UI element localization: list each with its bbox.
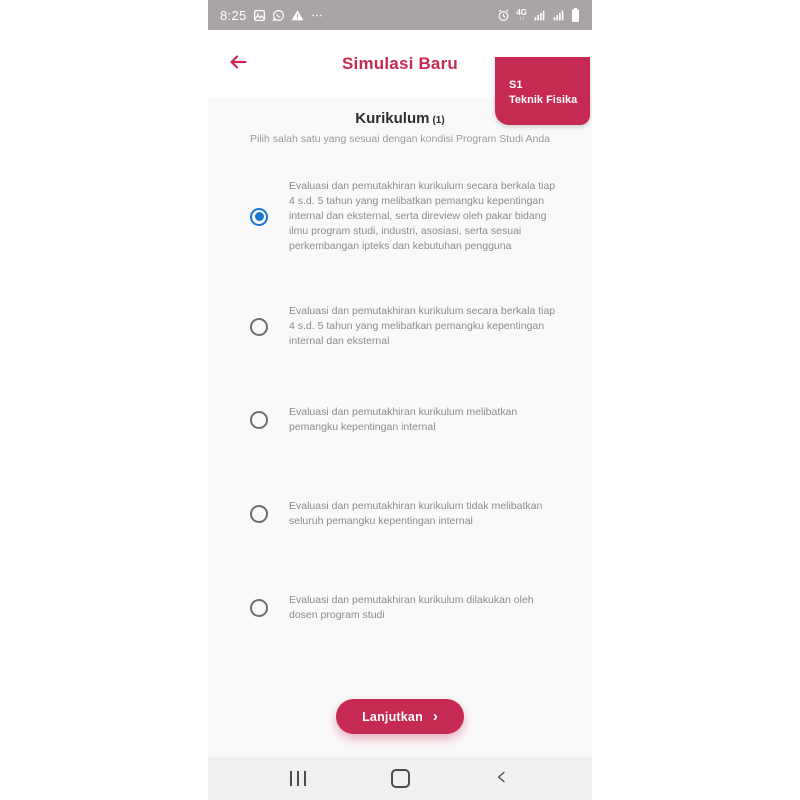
back-button[interactable] — [222, 48, 254, 80]
status-bar-right — [497, 8, 580, 22]
home-button[interactable] — [387, 765, 414, 792]
options-list — [208, 145, 592, 623]
option-row[interactable] — [250, 593, 564, 623]
option-label: Evaluasi dan pemutakhiran kurikulum dilakukan oleh dosen program studi — [289, 594, 534, 621]
system-nav-bar — [208, 757, 592, 800]
section-title: Kurikulum — [355, 110, 430, 127]
phone-screen — [208, 0, 592, 800]
warning-icon — [291, 9, 304, 22]
continue-button-label: Lanjutkan — [362, 709, 423, 724]
step-indicator: (1) — [432, 115, 445, 126]
option-label: Evaluasi dan pemutakhiran kurikulum secara berkala tiap 4 s.d. 5 tahun yang melibatkan pemangku kepentingan internal dan eksternal — [289, 305, 556, 347]
whatsapp-icon — [272, 9, 285, 22]
alarm-icon — [497, 9, 510, 22]
signal-icon — [552, 9, 565, 22]
option-label: Evaluasi dan pemutakhiran kurikulum secara berkala tiap 4 s.d. 5 tahun yang melibatkan pemangku kepentingan internal dan eksternal, serta direview oleh pakar bidang ilmu program studi, industri, asosiasi, serta sesuai perkembangan ipteks dan kebutuhan pengguna — [289, 180, 556, 252]
recents-icon — [290, 771, 306, 786]
page-title: Simulasi Baru — [342, 53, 458, 73]
home-icon — [391, 769, 410, 788]
battery-icon — [571, 8, 580, 22]
option-label: Evaluasi dan pemutakhiran kurikulum melibatkan pemangku kepentingan internal — [289, 406, 518, 433]
radio-icon[interactable] — [250, 208, 268, 226]
recents-button[interactable] — [286, 767, 310, 790]
continue-button[interactable] — [336, 699, 464, 734]
arrow-left-icon — [227, 51, 249, 76]
more-icon — [310, 9, 324, 22]
radio-icon[interactable] — [250, 318, 268, 336]
option-label: Evaluasi dan pemutakhiran kurikulum tidak melibatkan seluruh pemangku kepentingan internal — [289, 500, 543, 527]
radio-icon[interactable] — [250, 505, 268, 523]
status-bar-left — [220, 8, 324, 23]
radio-icon[interactable] — [250, 411, 268, 429]
image-icon — [253, 9, 266, 22]
section-subtitle: Pilih salah satu yang sesuai dengan kondisi Program Studi Anda — [249, 133, 551, 145]
status-bar — [208, 0, 592, 30]
back-icon — [494, 769, 510, 788]
radio-icon[interactable] — [250, 599, 268, 617]
signal-icon — [533, 9, 546, 22]
chevron-right-icon: › — [432, 707, 438, 725]
program-name: Teknik Fisika — [509, 94, 578, 107]
option-row[interactable] — [250, 405, 564, 435]
4g-icon: 4G ↓↑ — [516, 7, 527, 22]
clock-text: 8:25 — [220, 7, 247, 23]
program-degree: S1 — [509, 79, 523, 91]
option-row[interactable] — [250, 179, 564, 254]
option-row[interactable] — [250, 499, 564, 529]
option-row[interactable] — [250, 304, 564, 349]
app-bar — [208, 30, 592, 107]
program-badge — [495, 57, 590, 125]
back-nav-button[interactable] — [490, 765, 514, 792]
